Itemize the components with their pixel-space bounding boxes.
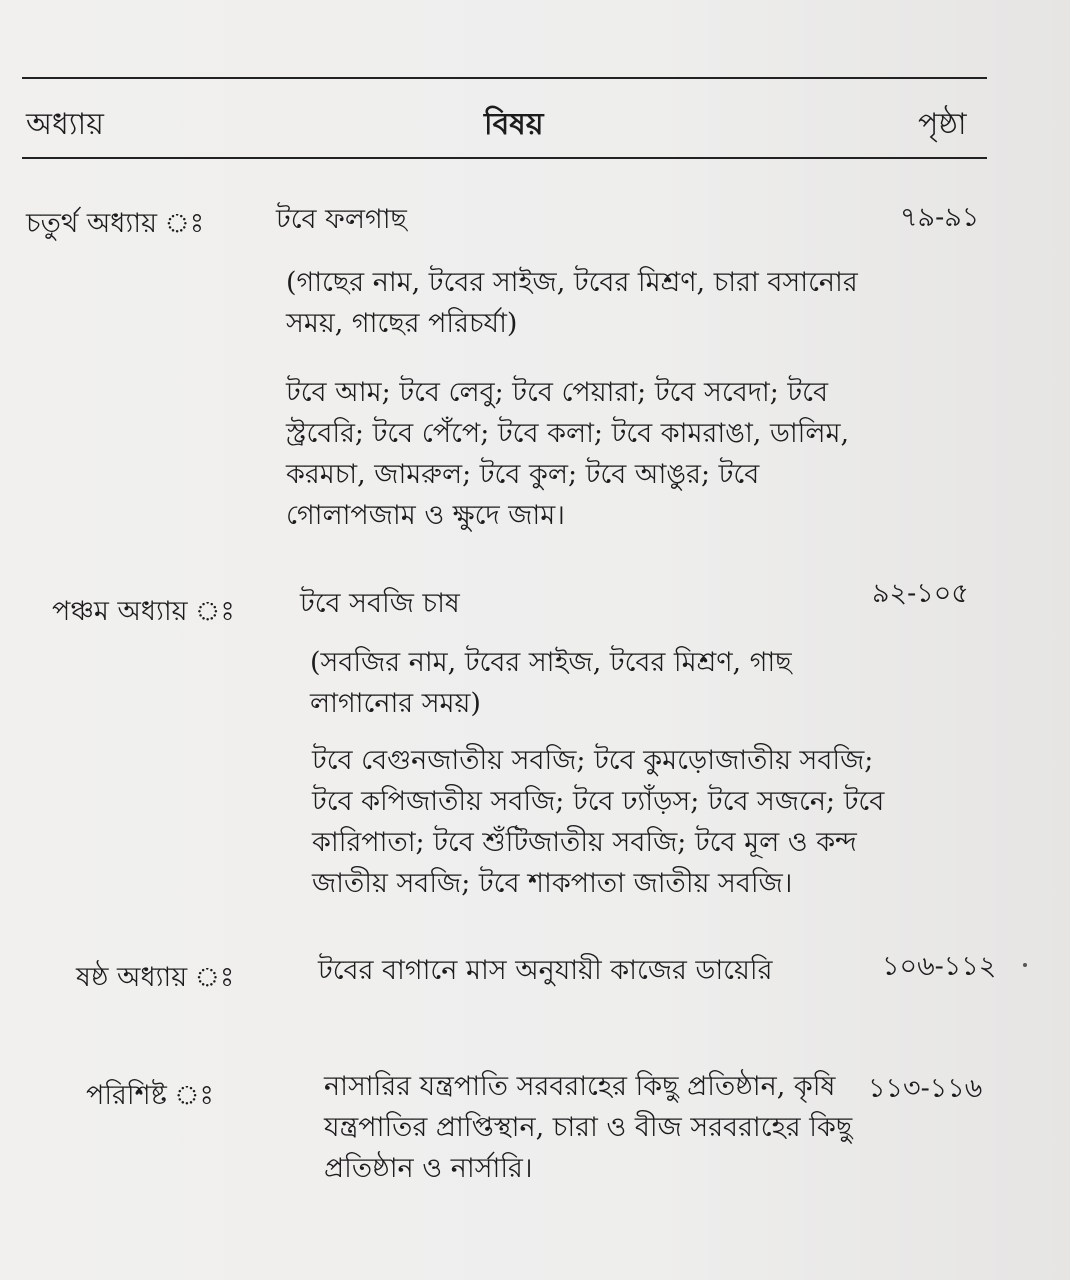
top-rule xyxy=(22,77,987,79)
chapter-4-label: চতুর্থ অধ্যায় ঃ xyxy=(26,208,205,239)
header-rule xyxy=(22,157,987,159)
appendix-label: পরিশিষ্ট ঃ xyxy=(86,1080,214,1111)
chapter-5-note: (সবজির নাম, টবের সাইজ, টবের মিশ্রণ, গাছ লাগানোর সময়) xyxy=(310,647,792,719)
chapter-5-items: টবে বেগুনজাতীয় সবজি; টবে কুমড়োজাতীয় সবজি; টবে কপিজাতীয় সবজি; টবে ঢ্যাঁড়স; টবে সজনে; টবে কারিপাতা; টবে শুঁটিজাতীয় সবজি; টবে মূল ও কন্দ জাতীয় সবজি; টবে শাকপাতা জাতীয় সবজি। xyxy=(312,745,885,899)
chapter-6-title: টবের বাগানে মাস অনুযায়ী কাজের ডায়েরি xyxy=(318,955,773,986)
ink-dot xyxy=(1023,963,1027,967)
chapter-6-pages: ১০৬-১১২ xyxy=(882,951,997,982)
chapter-5-title: টবে সবজি চাষ xyxy=(300,588,460,619)
chapter-5-pages: ৯২-১০৫ xyxy=(872,578,969,609)
chapter-4-pages: ৭৯-৯১ xyxy=(900,202,980,233)
appendix-title: নাসারির যন্ত্রপাতি সরবরাহের কিছু প্রতিষ্ঠান, কৃষি যন্ত্রপাতির প্রাপ্তিস্থান, চারা ও বীজ সরবরাহের কিছু প্রতিষ্ঠান ও নার্সারি। xyxy=(324,1071,853,1184)
chapter-4-items: টবে আম; টবে লেবু; টবে পেয়ারা; টবে সবেদা; টবে স্ট্রবেরি; টবে পেঁপে; টবে কলা; টবে কামরাঙা, ডালিম, করমচা, জামরুল; টবে কুল; টবে আঙুর; টবে গোলাপজাম ও ক্ষুদে জাম। xyxy=(286,377,850,531)
header-page: পৃষ্ঠা xyxy=(918,107,967,142)
chapter-5-label: পঞ্চম অধ্যায় ঃ xyxy=(52,596,235,627)
chapter-6-label: ষষ্ঠ অধ্যায় ঃ xyxy=(76,962,235,993)
header-subject: বিষয় xyxy=(484,107,544,142)
chapter-4-title: টবে ফলগাছ xyxy=(276,204,407,235)
appendix-pages: ১১৩-১১৬ xyxy=(868,1073,983,1104)
header-chapter: অধ্যায় xyxy=(26,107,104,142)
chapter-4-note: (গাছের নাম, টবের সাইজ, টবের মিশ্রণ, চারা বসানোর সময়, গাছের পরিচর্যা) xyxy=(286,267,858,339)
